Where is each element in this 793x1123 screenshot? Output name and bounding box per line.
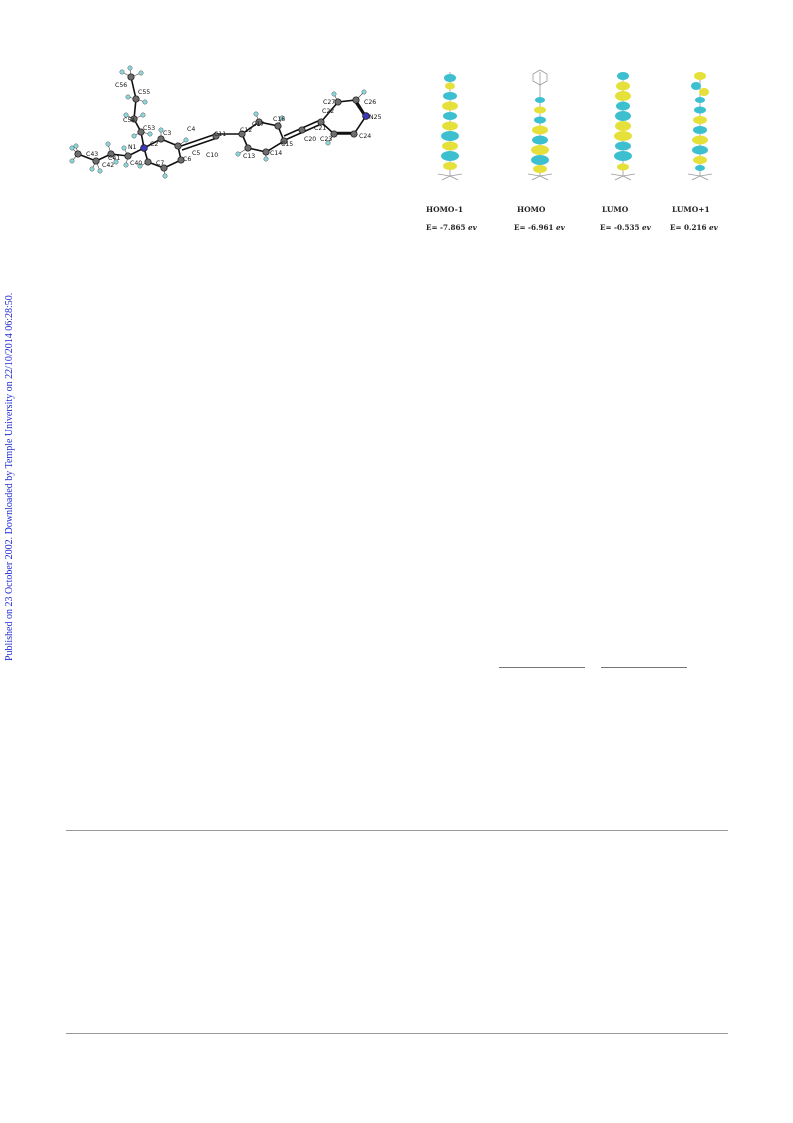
orbital-energy-lumo-plus-1: E= 0.216 ev: [670, 223, 718, 232]
molecular-structure-figure: [66, 64, 396, 184]
svg-text:C7: C7: [156, 160, 165, 167]
svg-text:C14: C14: [270, 150, 283, 157]
svg-text:N25: N25: [369, 114, 382, 121]
orbital-label-homo: HOMO: [517, 205, 546, 214]
svg-text:C43: C43: [86, 151, 99, 158]
orbital-label-lumo-plus-1: LUMO+1: [672, 205, 710, 214]
frontier-orbitals-figure: [420, 64, 730, 232]
orbital-energy-homo: E= -6.961 ev: [514, 223, 565, 232]
svg-text:C4: C4: [187, 126, 196, 133]
download-notice[interactable]: Published on 23 October 2002. Downloaded by Temple University on 22/10/2014 06:28:50.: [4, 292, 15, 661]
short-rule-left: [499, 667, 585, 668]
svg-text:C22: C22: [322, 108, 335, 115]
homo-minus-1-orbital: [441, 74, 459, 170]
svg-text:C5: C5: [192, 150, 201, 157]
svg-text:C3: C3: [163, 130, 172, 137]
section-divider-bottom: [66, 1033, 728, 1034]
svg-text:N1: N1: [128, 144, 137, 151]
svg-text:C20: C20: [304, 136, 317, 143]
svg-text:C55: C55: [138, 89, 151, 96]
short-rule-right: [601, 667, 687, 668]
svg-text:C53: C53: [143, 125, 156, 132]
svg-text:C10: C10: [206, 152, 219, 159]
orbital-label-homo-minus-1: HOMO-1: [426, 205, 464, 214]
lumo-plus-1-orbital: [691, 72, 709, 171]
svg-text:C21: C21: [314, 125, 327, 132]
svg-text:C24: C24: [359, 133, 372, 140]
section-divider-top: [66, 830, 728, 831]
svg-text:C16: C16: [273, 116, 286, 123]
svg-text:C26: C26: [364, 99, 377, 106]
orbital-label-lumo: LUMO: [602, 205, 629, 214]
svg-text:C17: C17: [252, 121, 265, 128]
svg-text:C27: C27: [323, 99, 336, 106]
svg-text:C56: C56: [115, 82, 128, 89]
lumo-orbital: [614, 72, 632, 171]
svg-text:C23: C23: [320, 136, 333, 143]
svg-text:C11: C11: [214, 131, 227, 138]
svg-text:C13: C13: [243, 153, 256, 160]
svg-text:C12: C12: [240, 127, 253, 134]
svg-text:C54: C54: [123, 117, 136, 124]
svg-text:C2: C2: [150, 141, 159, 148]
svg-text:C40: C40: [130, 160, 143, 167]
svg-text:C42: C42: [102, 162, 115, 169]
orbital-images: [420, 64, 730, 194]
orbital-energy-homo-minus-1: E= -7.865 ev: [426, 223, 477, 232]
orbital-energy-lumo: E= -0.535 ev: [600, 223, 651, 232]
svg-text:C15: C15: [281, 141, 294, 148]
svg-text:C6: C6: [183, 156, 192, 163]
svg-text:C41: C41: [108, 155, 121, 162]
